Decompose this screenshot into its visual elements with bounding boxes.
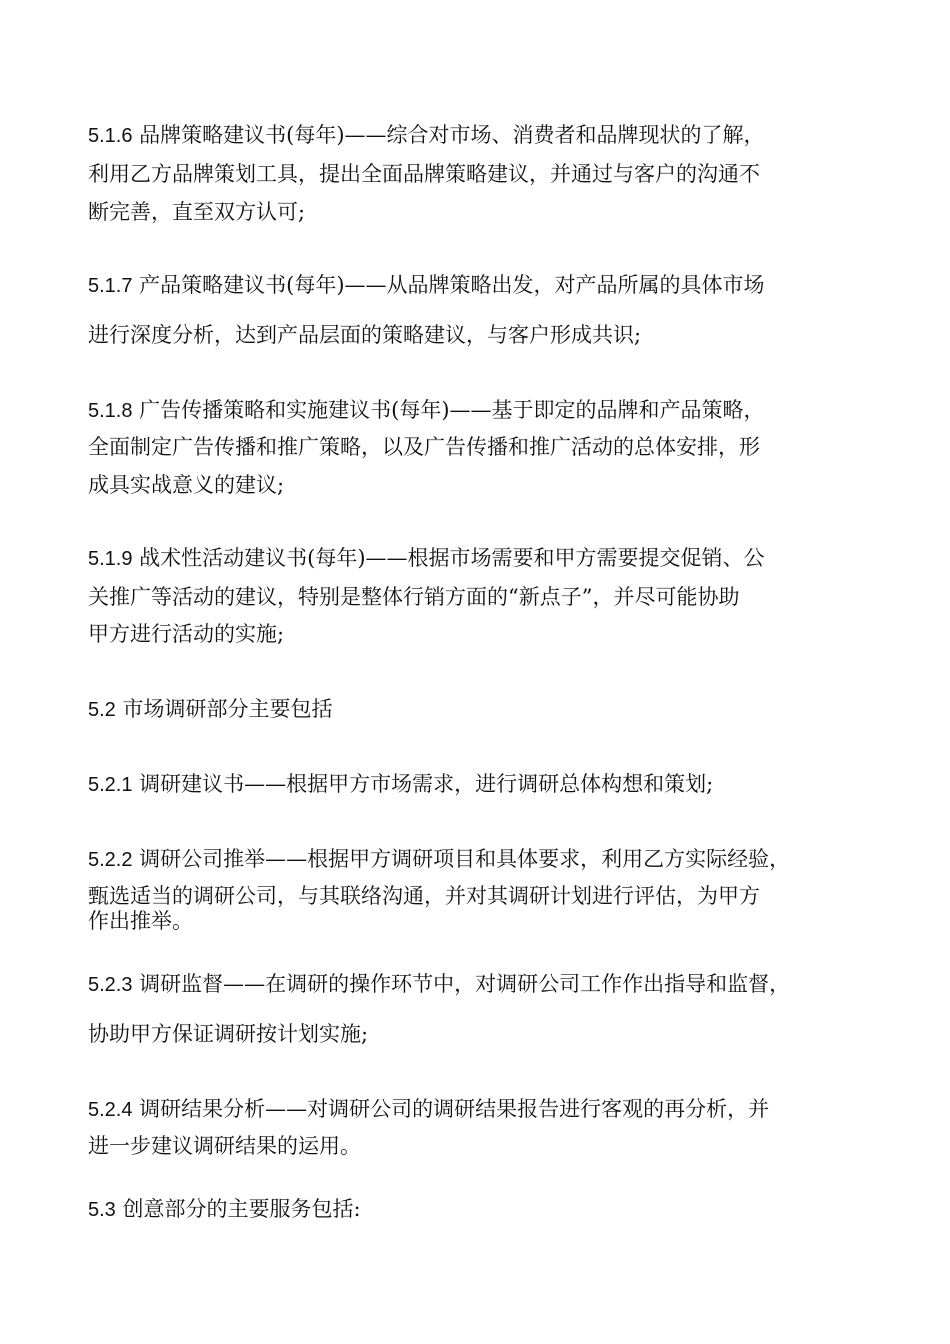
paragraph-5-2-2-line-3: 作出推举。	[88, 909, 193, 933]
paragraph-5-1-6-line-3: 断完善，直至双方认可;	[88, 200, 306, 224]
paragraph-number: 5.1.9	[88, 548, 133, 570]
paragraph-number: 5.2.2	[88, 849, 133, 871]
paragraph-5-1-8-line-3: 成具实战意义的建议;	[88, 473, 285, 497]
paragraph-5-2-1-line-1	[88, 770, 878, 799]
paragraph-5-1-9-line-3: 甲方进行活动的实施;	[88, 622, 285, 646]
paragraph-number: 5.2.3	[88, 974, 133, 996]
paragraph-5-1-9-line-2: 关推广等活动的建议，特别是整体行销方面的“新点子”，并尽可能协助	[88, 585, 740, 609]
paragraph-number: 5.2.1	[88, 774, 133, 796]
section-5-2-heading	[88, 695, 878, 724]
paragraph-text: 战术性活动建议书(每年)——根据市场需要和甲方需要提交促销、公	[139, 546, 765, 570]
paragraph-text: 调研公司推举——根据甲方调研项目和具体要求，利用乙方实际经验，	[139, 847, 791, 871]
paragraph-text: 品牌策略建议书(每年)——综合对市场、消费者和品牌现状的了解，	[139, 123, 765, 147]
paragraph-5-2-3-line-1	[88, 970, 878, 999]
paragraph-5-2-2-line-2: 甄选适当的调研公司，与其联络沟通，并对其调研计划进行评估，为甲方	[88, 884, 760, 908]
paragraph-text: 市场调研部分主要包括	[122, 697, 333, 721]
paragraph-5-2-4-line-2: 进一步建议调研结果的运用。	[88, 1134, 361, 1158]
paragraph-number: 5.2	[88, 699, 116, 721]
paragraph-5-1-7-line-2: 进行深度分析，达到产品层面的策略建议，与客户形成共识;	[88, 323, 642, 347]
paragraph-text: 调研建议书——根据甲方市场需求，进行调研总体构想和策划;	[139, 772, 714, 796]
paragraph-number: 5.1.8	[88, 400, 133, 422]
paragraph-text: 创意部分的主要服务包括:	[122, 1197, 361, 1221]
paragraph-5-2-3-line-2: 协助甲方保证调研按计划实施;	[88, 1022, 369, 1046]
paragraph-5-2-4-line-1	[88, 1095, 878, 1124]
paragraph-5-1-6-line-1	[88, 121, 878, 150]
paragraph-5-1-8-line-1	[88, 396, 878, 425]
paragraph-5-1-6-line-2: 利用乙方品牌策划工具，提出全面品牌策略建议，并通过与客户的沟通不	[88, 162, 760, 186]
paragraph-text: 调研结果分析——对调研公司的调研结果报告进行客观的再分析，并	[139, 1097, 770, 1121]
paragraph-text: 产品策略建议书(每年)——从品牌策略出发，对产品所属的具体市场	[139, 273, 765, 297]
paragraph-5-1-7-line-1	[88, 271, 878, 300]
paragraph-text: 调研监督——在调研的操作环节中，对调研公司工作作出指导和监督，	[139, 972, 791, 996]
paragraph-number: 5.2.4	[88, 1099, 133, 1121]
paragraph-text: 广告传播策略和实施建议书(每年)——基于即定的品牌和产品策略，	[139, 398, 765, 422]
paragraph-5-1-8-line-2: 全面制定广告传播和推广策略，以及广告传播和推广活动的总体安排，形	[88, 435, 760, 459]
section-5-3-heading	[88, 1195, 878, 1224]
paragraph-number: 5.1.7	[88, 275, 133, 297]
paragraph-5-2-2-line-1	[88, 845, 878, 874]
paragraph-number: 5.1.6	[88, 125, 133, 147]
paragraph-5-1-9-line-1	[88, 544, 878, 573]
paragraph-number: 5.3	[88, 1199, 116, 1221]
